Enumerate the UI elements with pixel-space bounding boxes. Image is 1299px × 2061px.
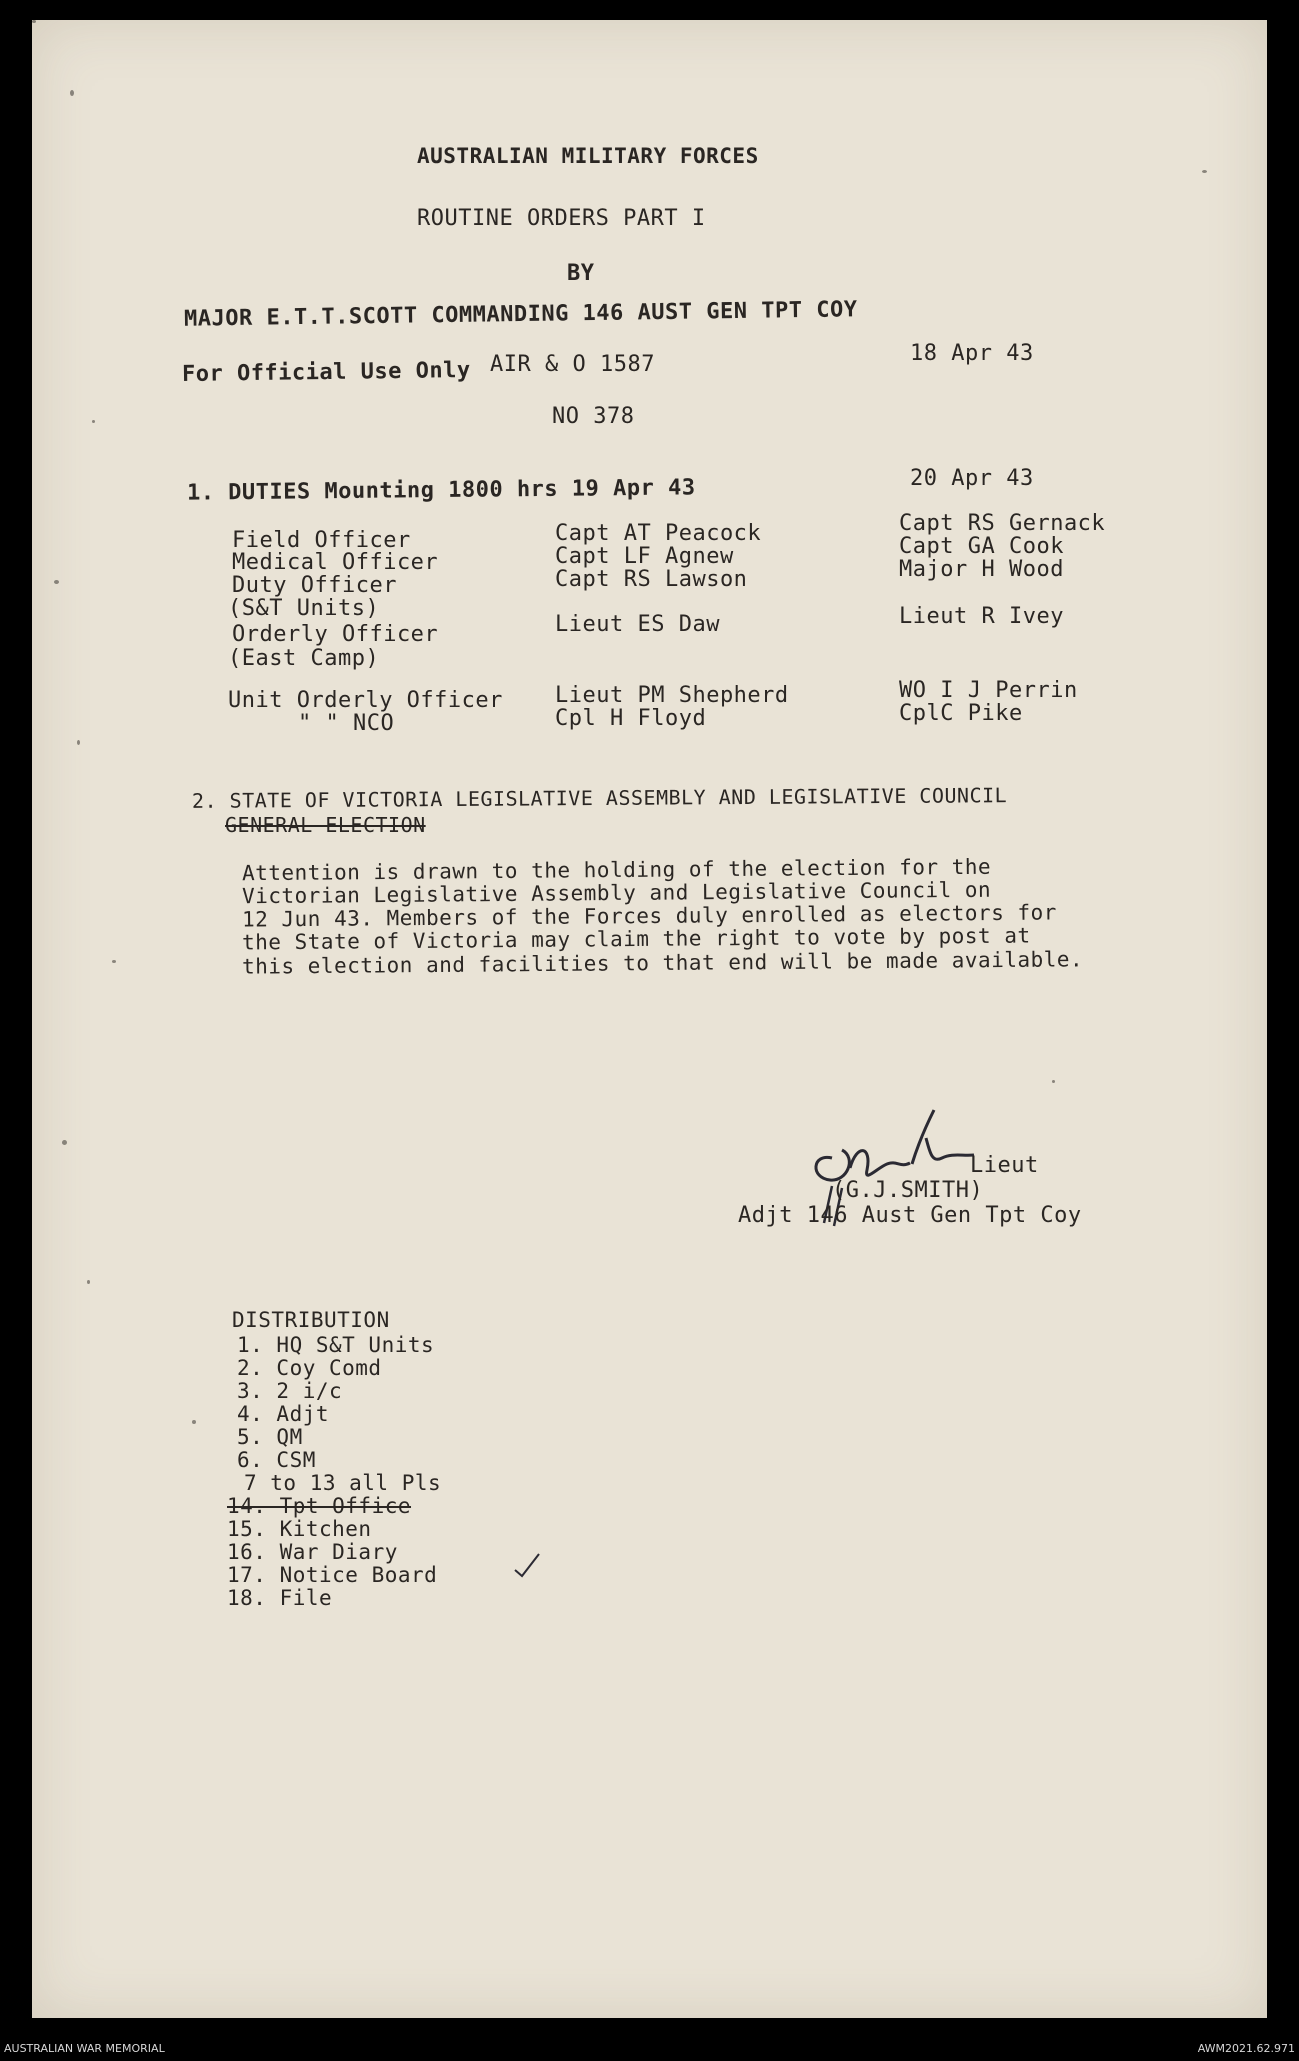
- distribution-heading: DISTRIBUTION: [232, 1308, 390, 1332]
- duties-heading: 1. DUTIES Mounting 1800 hrs 19 Apr 43: [186, 475, 696, 506]
- election-body-line: 12 Jun 43. Members of the Forces duly enrolled as electors for: [241, 900, 1057, 932]
- duty-day1: Capt AT Peacock: [555, 521, 762, 546]
- signature-rank: Lieut: [970, 1153, 1039, 1178]
- order-date: 18 Apr 43: [910, 341, 1034, 366]
- order-title: ROUTINE ORDERS PART I: [417, 206, 706, 231]
- duty-day1: Lieut ES Daw: [555, 612, 720, 637]
- ink-speck: [1052, 1080, 1055, 1083]
- distribution-item: 3. 2 i/c: [237, 1379, 343, 1403]
- distribution-item: 15. Kitchen: [227, 1517, 372, 1541]
- duty-day2: Capt RS Gernack: [899, 511, 1106, 536]
- org-heading: AUSTRALIAN MILITARY FORCES: [417, 144, 759, 168]
- ink-speck: [92, 420, 95, 423]
- by-label: BY: [567, 261, 595, 286]
- duty-day1: Capt LF Agnew: [555, 544, 734, 569]
- duty-role: Unit Orderly Officer: [228, 688, 503, 713]
- distribution-item: 16. War Diary: [227, 1540, 398, 1564]
- ink-speck: [192, 1420, 196, 1424]
- distribution-item: 4. Adjt: [237, 1402, 330, 1426]
- duties-second-date: 20 Apr 43: [910, 466, 1034, 491]
- reference-line: AIR & O 1587: [490, 352, 655, 377]
- duty-role: Duty Officer: [232, 573, 397, 598]
- order-number: NO 378: [552, 404, 635, 429]
- election-heading: 2. STATE OF VICTORIA LEGISLATIVE ASSEMBLY AND LEGISLATIVE COUNCIL: [191, 783, 1008, 813]
- ink-speck: [70, 90, 74, 96]
- ink-speck: [77, 740, 80, 745]
- duty-day2: Lieut R Ivey: [899, 604, 1064, 629]
- election-body-line: the State of Victoria may claim the right to vote by post at: [241, 923, 1031, 955]
- election-body-line: this election and facilities to that end will be made available.: [241, 947, 1084, 979]
- election-body-line: Attention is drawn to the holding of the election for the: [241, 854, 992, 886]
- distribution-item: 17. Notice Board: [227, 1563, 438, 1587]
- duty-role: Medical Officer: [232, 550, 439, 575]
- election-subheading: GENERAL ELECTION: [225, 813, 426, 837]
- distribution-item: 6. CSM: [237, 1448, 316, 1472]
- ink-speck: [87, 1280, 90, 1284]
- ink-speck: [112, 960, 116, 963]
- distribution-item: 7 to 13 all Pls: [244, 1471, 442, 1495]
- duty-role-note: (East Camp): [228, 646, 380, 671]
- duty-role: Orderly Officer: [232, 622, 439, 647]
- footer-right: AWM2021.62.971: [1197, 2042, 1295, 2055]
- footer-left: AUSTRALIAN WAR MEMORIAL: [4, 2042, 165, 2055]
- signature-name: (G.J.SMITH): [832, 1178, 984, 1203]
- ink-speck: [62, 1140, 67, 1145]
- signature-title: Adjt 146 Aust Gen Tpt Coy: [738, 1203, 1082, 1228]
- duty-role-note: (S&T Units): [228, 596, 380, 621]
- duty-role: Field Officer: [232, 528, 411, 553]
- check-mark: [512, 1550, 542, 1580]
- ink-speck: [1202, 170, 1207, 173]
- duty-day1: Lieut PM Shepherd: [555, 683, 789, 708]
- document-page: [32, 20, 1267, 2018]
- duty-day2: Capt GA Cook: [899, 534, 1064, 559]
- duty-day2: Major H Wood: [899, 557, 1064, 582]
- commander-line: MAJOR E.T.T.SCOTT COMMANDING 146 AUST GEN TPT COY: [183, 297, 858, 332]
- distribution-item: 1. HQ S&T Units: [237, 1333, 435, 1357]
- distribution-item: 5. QM: [237, 1425, 303, 1449]
- duty-day2: CplC Pike: [899, 701, 1023, 726]
- ink-speck: [54, 580, 59, 584]
- duty-day1: Cpl H Floyd: [555, 706, 707, 731]
- ink-speck: [32, 20, 36, 23]
- duty-day2: WO I J Perrin: [899, 678, 1078, 703]
- restriction-line: For Official Use Only: [181, 357, 471, 388]
- distribution-item: 14. Tpt Office: [227, 1494, 412, 1518]
- duty-day1: Capt RS Lawson: [555, 567, 748, 592]
- duty-role: " " NCO: [298, 711, 395, 736]
- election-body-line: Victorian Legislative Assembly and Legislative Council on: [241, 877, 992, 909]
- distribution-item: 18. File: [227, 1586, 333, 1610]
- distribution-item: 2. Coy Comd: [237, 1356, 382, 1380]
